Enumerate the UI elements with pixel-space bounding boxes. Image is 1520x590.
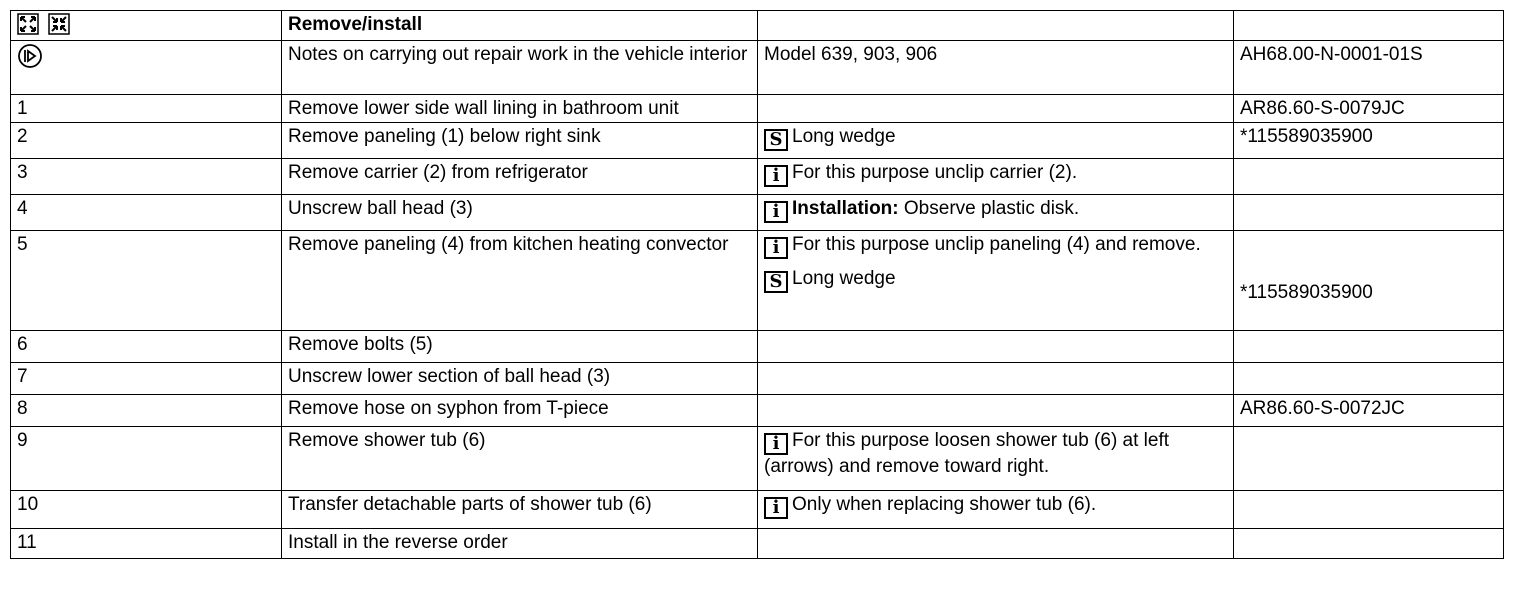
step-action: Install in the reverse order — [282, 529, 758, 559]
step-ref[interactable]: AR86.60-S-0079JC — [1234, 95, 1504, 123]
info-icon: i — [764, 237, 788, 259]
special-tool-icon: S — [764, 271, 788, 293]
table-row — [11, 159, 1504, 195]
step-action: Remove hose on syphon from T-piece — [282, 395, 758, 427]
step-ref — [1234, 331, 1504, 363]
notes-row — [11, 41, 1504, 95]
step-number: 4 — [11, 195, 282, 231]
info-text: For this purpose unclip carrier (2). — [792, 162, 1078, 183]
step-action: Remove lower side wall lining in bathroom unit — [282, 95, 758, 123]
table-row — [11, 529, 1504, 559]
expand-all-icon[interactable] — [17, 13, 39, 35]
step-details — [758, 491, 1234, 529]
step-ref — [1234, 363, 1504, 395]
notes-text[interactable]: Notes on carrying out repair work in the vehicle interior — [282, 41, 758, 95]
step-details — [758, 363, 1234, 395]
step-number: 11 — [11, 529, 282, 559]
step-action: Remove shower tub (6) — [282, 427, 758, 491]
installation-label: Installation: — [792, 198, 899, 219]
step-details — [758, 123, 1234, 159]
notes-icon-cell — [11, 41, 282, 95]
step-action: Remove paneling (4) from kitchen heating convector — [282, 231, 758, 331]
step-number: 5 — [11, 231, 282, 331]
table-row — [11, 95, 1504, 123]
notes-ref[interactable]: AH68.00-N-0001-01S — [1234, 41, 1504, 95]
notes-models: Model 639, 903, 906 — [758, 41, 1234, 95]
info-icon: i — [764, 433, 788, 455]
step-ref[interactable]: *115589035900 — [1234, 123, 1504, 159]
step-details — [758, 427, 1234, 491]
info-text: Only when replacing shower tub (6). — [792, 494, 1097, 515]
step-number: 8 — [11, 395, 282, 427]
step-action: Remove carrier (2) from refrigerator — [282, 159, 758, 195]
table-row — [11, 123, 1504, 159]
step-details — [758, 159, 1234, 195]
step-details — [758, 529, 1234, 559]
step-details — [758, 231, 1234, 331]
step-details — [758, 331, 1234, 363]
step-number: 3 — [11, 159, 282, 195]
step-action: Unscrew ball head (3) — [282, 195, 758, 231]
info-icon: i — [764, 201, 788, 223]
collapse-all-icon[interactable] — [48, 13, 70, 35]
repair-procedure-table — [10, 10, 1504, 559]
step-action: Remove paneling (1) below right sink — [282, 123, 758, 159]
table-row — [11, 427, 1504, 491]
step-ref — [1234, 427, 1504, 491]
step-action: Remove bolts (5) — [282, 331, 758, 363]
step-ref — [1234, 491, 1504, 529]
notes-icon[interactable] — [17, 43, 43, 69]
header-empty-cell — [1234, 11, 1504, 41]
step-number: 2 — [11, 123, 282, 159]
tool-text: Long wedge — [792, 268, 896, 289]
step-ref — [1234, 231, 1504, 331]
info-text: For this purpose unclip paneling (4) and remove. — [792, 234, 1201, 255]
tool-text: Long wedge — [792, 126, 896, 147]
info-icon: i — [764, 165, 788, 187]
table-row — [11, 491, 1504, 529]
step-ref — [1234, 529, 1504, 559]
info-icon: i — [764, 497, 788, 519]
step-number: 9 — [11, 427, 282, 491]
step-number: 1 — [11, 95, 282, 123]
header-row — [11, 11, 1504, 41]
step-details — [758, 195, 1234, 231]
table-row — [11, 195, 1504, 231]
step-ref — [1234, 159, 1504, 195]
table-row — [11, 331, 1504, 363]
step-ref[interactable]: AR86.60-S-0072JC — [1234, 395, 1504, 427]
header-title: Remove/install — [282, 11, 758, 41]
info-text: For this purpose loosen shower tub (6) at left (arrows) and remove toward right. — [764, 430, 1170, 477]
table-row — [11, 363, 1504, 395]
step-ref — [1234, 195, 1504, 231]
table-row — [11, 395, 1504, 427]
header-empty-cell — [758, 11, 1234, 41]
step-number: 6 — [11, 331, 282, 363]
header-icons-cell — [11, 11, 282, 41]
tool-ref[interactable]: *115589035900 — [1240, 282, 1373, 303]
step-number: 10 — [11, 491, 282, 529]
info-text: Observe plastic disk. — [903, 198, 1080, 219]
step-action: Transfer detachable parts of shower tub (6) — [282, 491, 758, 529]
table-row — [11, 231, 1504, 331]
step-number: 7 — [11, 363, 282, 395]
step-details — [758, 95, 1234, 123]
step-details — [758, 395, 1234, 427]
step-action: Unscrew lower section of ball head (3) — [282, 363, 758, 395]
special-tool-icon: S — [764, 129, 788, 151]
